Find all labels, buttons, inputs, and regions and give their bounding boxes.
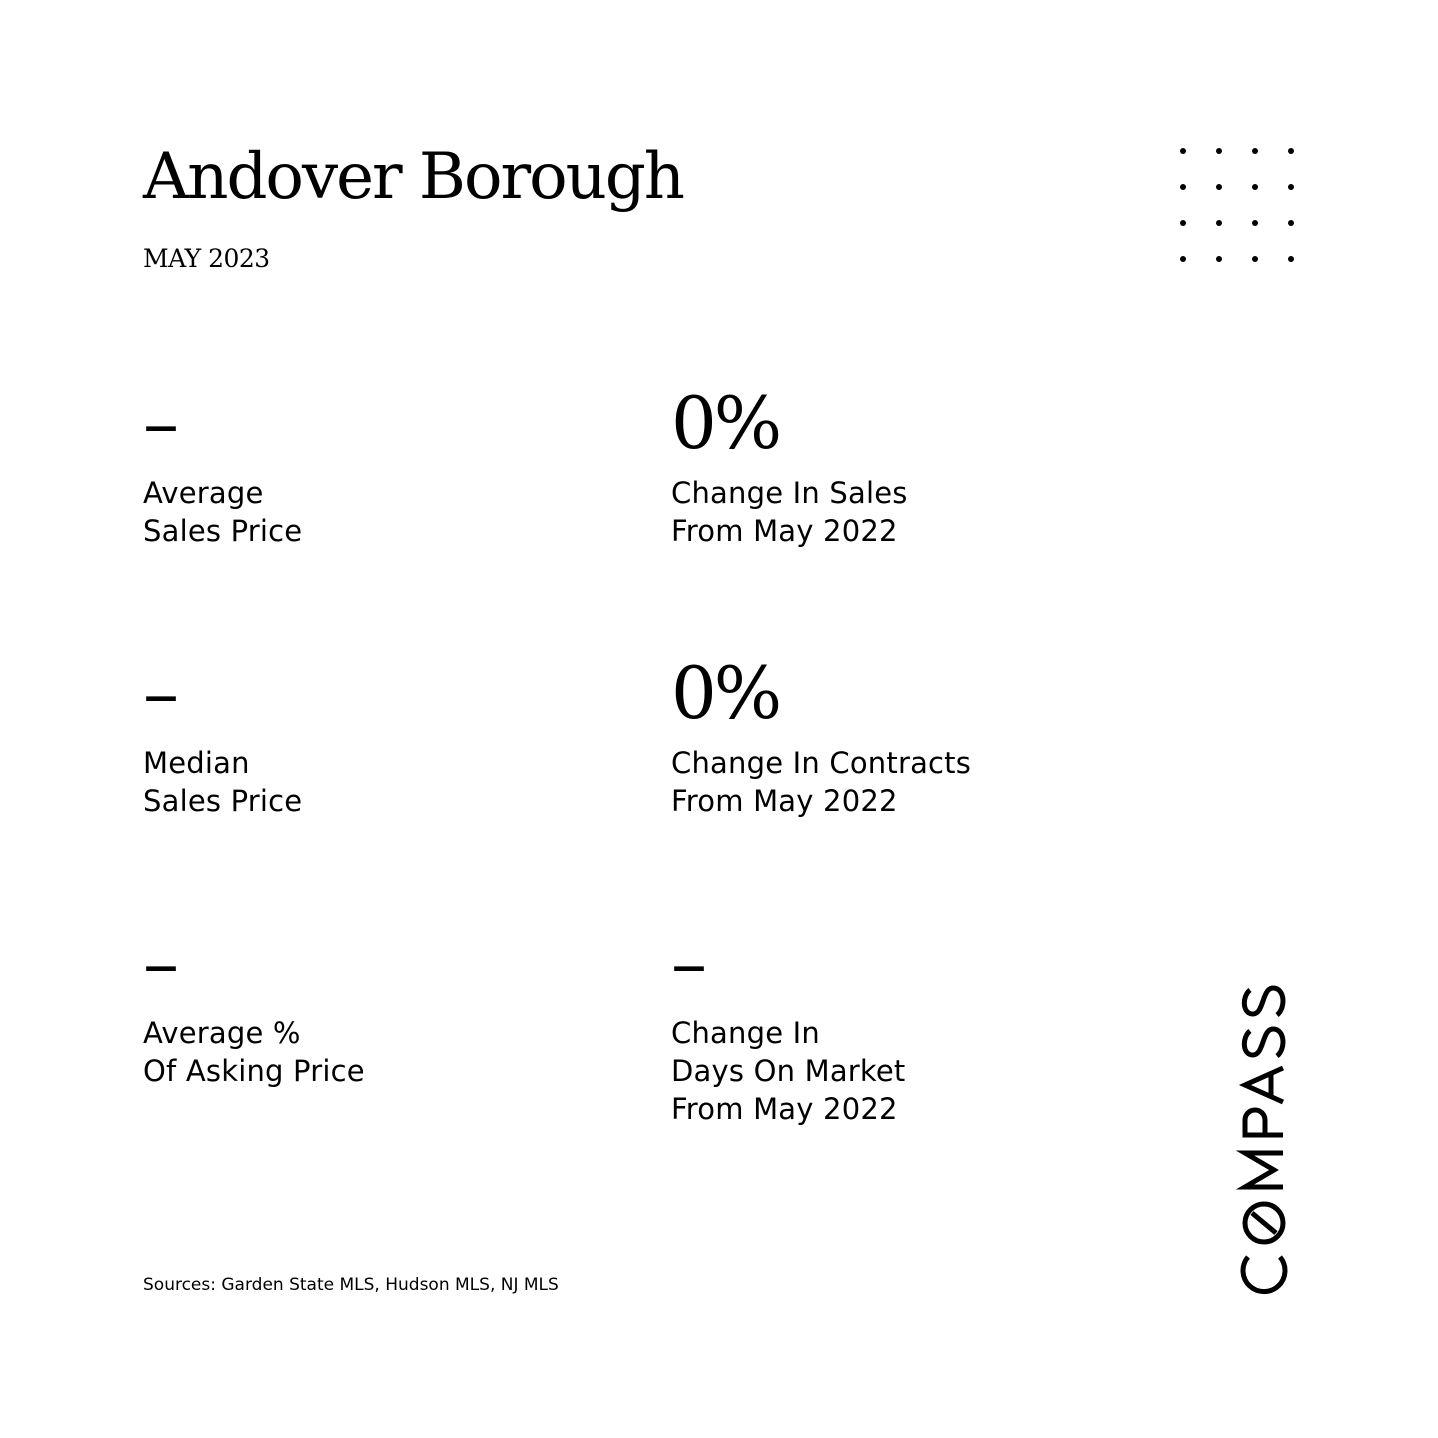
dot-grid-icon bbox=[1175, 143, 1301, 269]
stat-change-in-days-on-market bbox=[671, 921, 1111, 1128]
stat-label-line: From May 2022 bbox=[671, 514, 898, 548]
stat-value: 0% bbox=[671, 651, 780, 735]
stat-label-line: Average bbox=[143, 476, 264, 510]
stat-average-percent-of-asking bbox=[143, 921, 583, 1090]
stat-change-in-sales bbox=[671, 381, 1111, 550]
stat-label-line: Average % bbox=[143, 1016, 301, 1050]
stat-value: – bbox=[143, 381, 176, 465]
page-title: Andover Borough bbox=[143, 140, 683, 214]
stat-label-line: Change In bbox=[671, 1016, 820, 1050]
stat-label bbox=[143, 744, 583, 820]
stat-average-sales-price bbox=[143, 381, 583, 550]
stat-label bbox=[143, 1014, 583, 1090]
compass-logo bbox=[1230, 955, 1300, 1295]
stat-median-sales-price bbox=[143, 651, 583, 820]
stat-label bbox=[671, 744, 1111, 820]
stat-value: – bbox=[671, 921, 704, 1005]
stat-label bbox=[143, 474, 583, 550]
stat-label-line: Sales Price bbox=[143, 784, 303, 818]
stat-label-line: Median bbox=[143, 746, 250, 780]
report-period: MAY 2023 bbox=[143, 244, 270, 273]
stat-label-line: From May 2022 bbox=[671, 1092, 898, 1126]
stat-value: – bbox=[143, 921, 176, 1005]
stat-label bbox=[671, 474, 1111, 550]
stat-label-line: Change In Sales bbox=[671, 476, 908, 510]
stat-value: 0% bbox=[671, 381, 780, 465]
stat-label bbox=[671, 1014, 1111, 1128]
stat-value: – bbox=[143, 651, 176, 735]
stat-label-line: From May 2022 bbox=[671, 784, 898, 818]
stat-label-line: Days On Market bbox=[671, 1054, 906, 1088]
stat-change-in-contracts bbox=[671, 651, 1111, 820]
stat-label-line: Change In Contracts bbox=[671, 746, 972, 780]
stat-label-line: Of Asking Price bbox=[143, 1054, 365, 1088]
stat-label-line: Sales Price bbox=[143, 514, 303, 548]
sources-note: Sources: Garden State MLS, Hudson MLS, NJ MLS bbox=[143, 1275, 559, 1295]
